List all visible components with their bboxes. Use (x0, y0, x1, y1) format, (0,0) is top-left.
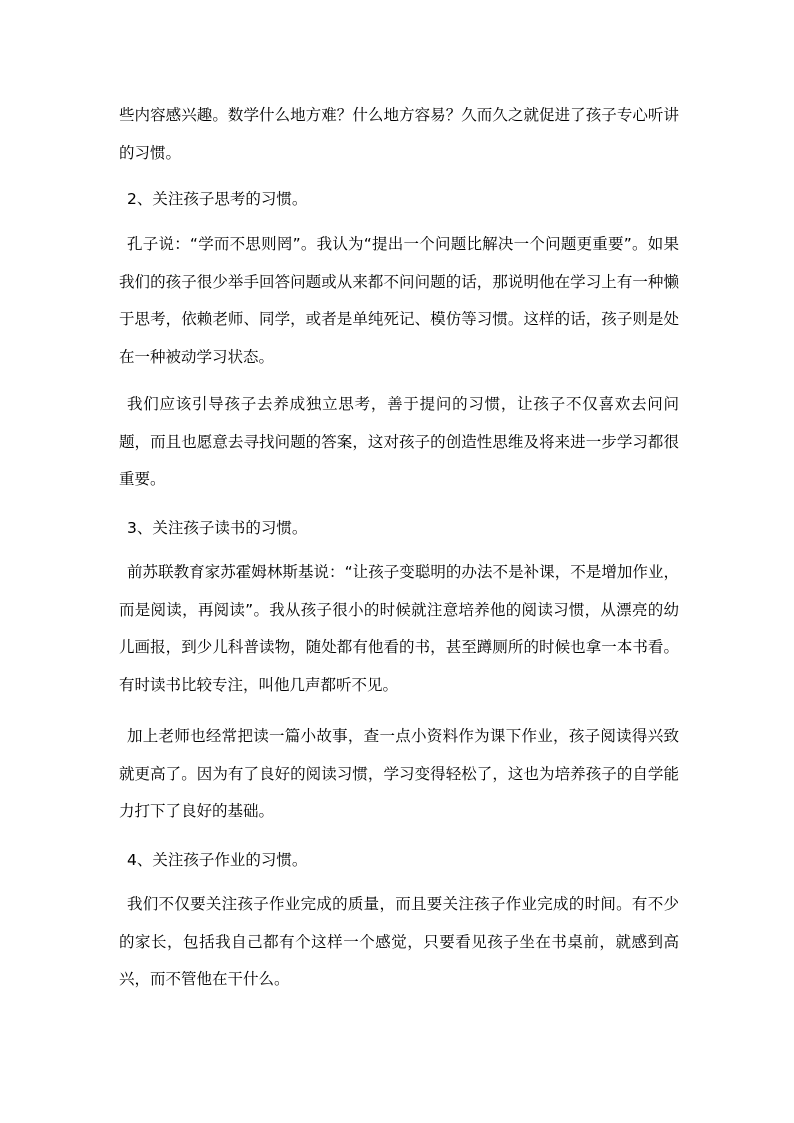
paragraph-1: 些内容感兴趣。数学什么地方难？什么地方容易？久而久之就促进了孩子专心听讲的习惯。 (119, 106, 679, 162)
paragraph-independent-thinking: 我们应该引导孩子去养成独立思考，善于提问的习惯，让孩子不仅喜欢去问问题，而且也愿意去寻找问题的答案，这对孩子的创造性思维及将来进一步学习都很重要。 (119, 395, 679, 489)
heading-homework-habit: 4、关注孩子作业的习惯。 (127, 851, 308, 869)
heading-thinking-habit: 2、关注孩子思考的习惯。 (127, 190, 308, 208)
paragraph-homework: 我们不仅要关注孩子作业完成的质量，而且要关注孩子作业完成的时间。有不少的家长，包括我自己都有个这样一个感觉，只要看见孩子坐在书桌前，就感到高兴，而不管他在干什么。 (119, 895, 679, 989)
paragraph-sukhomlinsky: 前苏联教育家苏霍姆林斯基说：“让孩子变聪明的办法不是补课，不是增加作业，而是阅读，再阅读”。我从孩子很小的时候就注意培养他的阅读习惯，从漂亮的幼儿画报，到少儿科普读物，随处都有他看的书，甚至蹲厕所的时候也拿一本书看。有时读书比较专注，叫他几声都听不见。 (119, 563, 679, 694)
heading-reading-habit: 3、关注孩子读书的习惯。 (127, 519, 308, 537)
paragraph-confucius: 孔子说：“学而不思则罔”。我认为“提出一个问题比解决一个问题更重要”。如果我们的孩子很少举手回答问题或从来都不问问题的话，那说明他在学习上有一种懒于思考，依赖老师、同学，或者是单纯死记、模仿等习惯。这样的话，孩子则是处在一种被动学习状态。 (119, 235, 679, 366)
paragraph-reading-interest: 加上老师也经常把读一篇小故事，查一点小资料作为课下作业，孩子阅读得兴致就更高了。因为有了良好的阅读习惯，学习变得轻松了，这也为培养孩子的自学能力打下了良好的基础。 (119, 727, 679, 821)
